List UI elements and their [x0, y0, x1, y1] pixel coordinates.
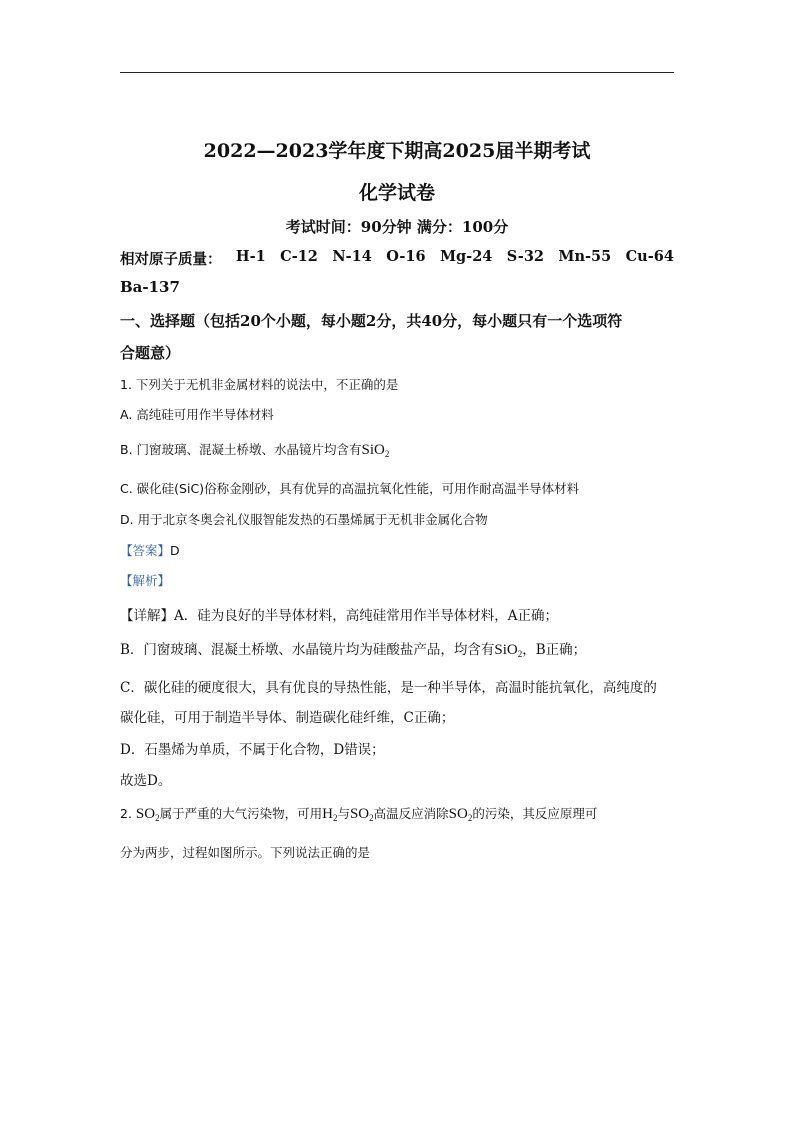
exam-title: 2022—2023学年度下期高2025届半期考试: [203, 140, 591, 162]
answer-value: D: [170, 543, 180, 558]
q1-answer: [120, 541, 180, 559]
q1-detail-a: 【详解】A．硅为良好的半导体材料，高纯硅常用作半导体材料，A正确；: [120, 608, 558, 624]
q1-detail-c-line1: C．碳化硅的硬度很大，具有优良的导热性能，是一种半导体，高温时能抗氧化，高纯度的: [120, 680, 657, 696]
sio2-formula: SiO$_2$: [494, 642, 523, 659]
q2-stem-line1: 2. $SO_2$属于严重的大气污染物，可用$H_2$与$SO_2$高温反应消除$SO_2$的污染，其反应原理可: [120, 806, 598, 823]
subject-title: 化学试卷: [358, 182, 435, 204]
section-heading-line2: 合题意）: [120, 344, 181, 362]
section-heading-line1: 一、选择题（包括20个小题，每小题2分，共40分，每小题只有一个选项符: [120, 312, 623, 330]
header-rule: [120, 72, 674, 73]
analysis-label: 【解析】: [120, 573, 171, 588]
atomic-mass-item: S-32: [506, 248, 544, 265]
atomic-mass-item: N-14: [332, 248, 372, 265]
exam-info: 考试时间：90分钟 满分：100分: [285, 218, 509, 236]
q1-conclusion: 故选D。: [120, 773, 172, 789]
q1-option-a: A. 高纯硅可用作半导体材料: [120, 407, 274, 422]
atomic-mass-item: Mg-24: [439, 248, 493, 265]
q1-detail-d: D．石墨烯为单质，不属于化合物，D错误；: [120, 742, 385, 758]
q1-option-d: D. 用于北京冬奥会礼仪服智能发热的石墨烯属于无机非金属化合物: [120, 512, 488, 527]
so2-formula: $SO_2$: [448, 806, 473, 823]
q1-option-c: C. 碳化硅(SiC)俗称金刚砂，具有优异的高温抗氧化性能，可用作耐高温半导体材料: [120, 481, 580, 496]
q1-detail-b: B．门窗玻璃、混凝土桥墩、水晶镜片均为硅酸盐产品，均含有SiO$_2$，B正确；: [120, 642, 587, 659]
q1-option-b-text: B. 门窗玻璃、混凝土桥墩、水晶镜片均含有: [120, 442, 362, 457]
atomic-mass-extra: Ba-137: [120, 278, 180, 296]
atomic-mass-item: Mn-55: [558, 248, 612, 265]
sio2-formula: SiO$_2$: [361, 442, 390, 459]
q1-option-b: [120, 440, 389, 459]
answer-label: 【答案】: [120, 543, 171, 558]
atomic-mass-list: [120, 248, 674, 269]
q1-detail-c-line2: 碳化硅，可用于制造半导体、制造碳化硅纤维，C正确；: [120, 710, 455, 726]
q2-stem-line2: 分为两步，过程如图所示。下列说法正确的是: [120, 845, 371, 860]
atomic-mass-label: 相对原子质量：: [120, 251, 222, 268]
so2-formula: $SO_2$: [349, 806, 374, 823]
h2-formula: $H_2$: [322, 806, 338, 823]
atomic-mass-item: H-1: [235, 248, 266, 265]
so2-formula: $SO_2$: [135, 806, 160, 823]
atomic-mass-item: Cu-64: [625, 248, 674, 265]
atomic-mass-item: C-12: [280, 248, 318, 265]
atomic-mass-item: O-16: [386, 248, 426, 265]
q1-stem: 1. 下列关于无机非金属材料的说法中，不正确的是: [120, 377, 399, 392]
